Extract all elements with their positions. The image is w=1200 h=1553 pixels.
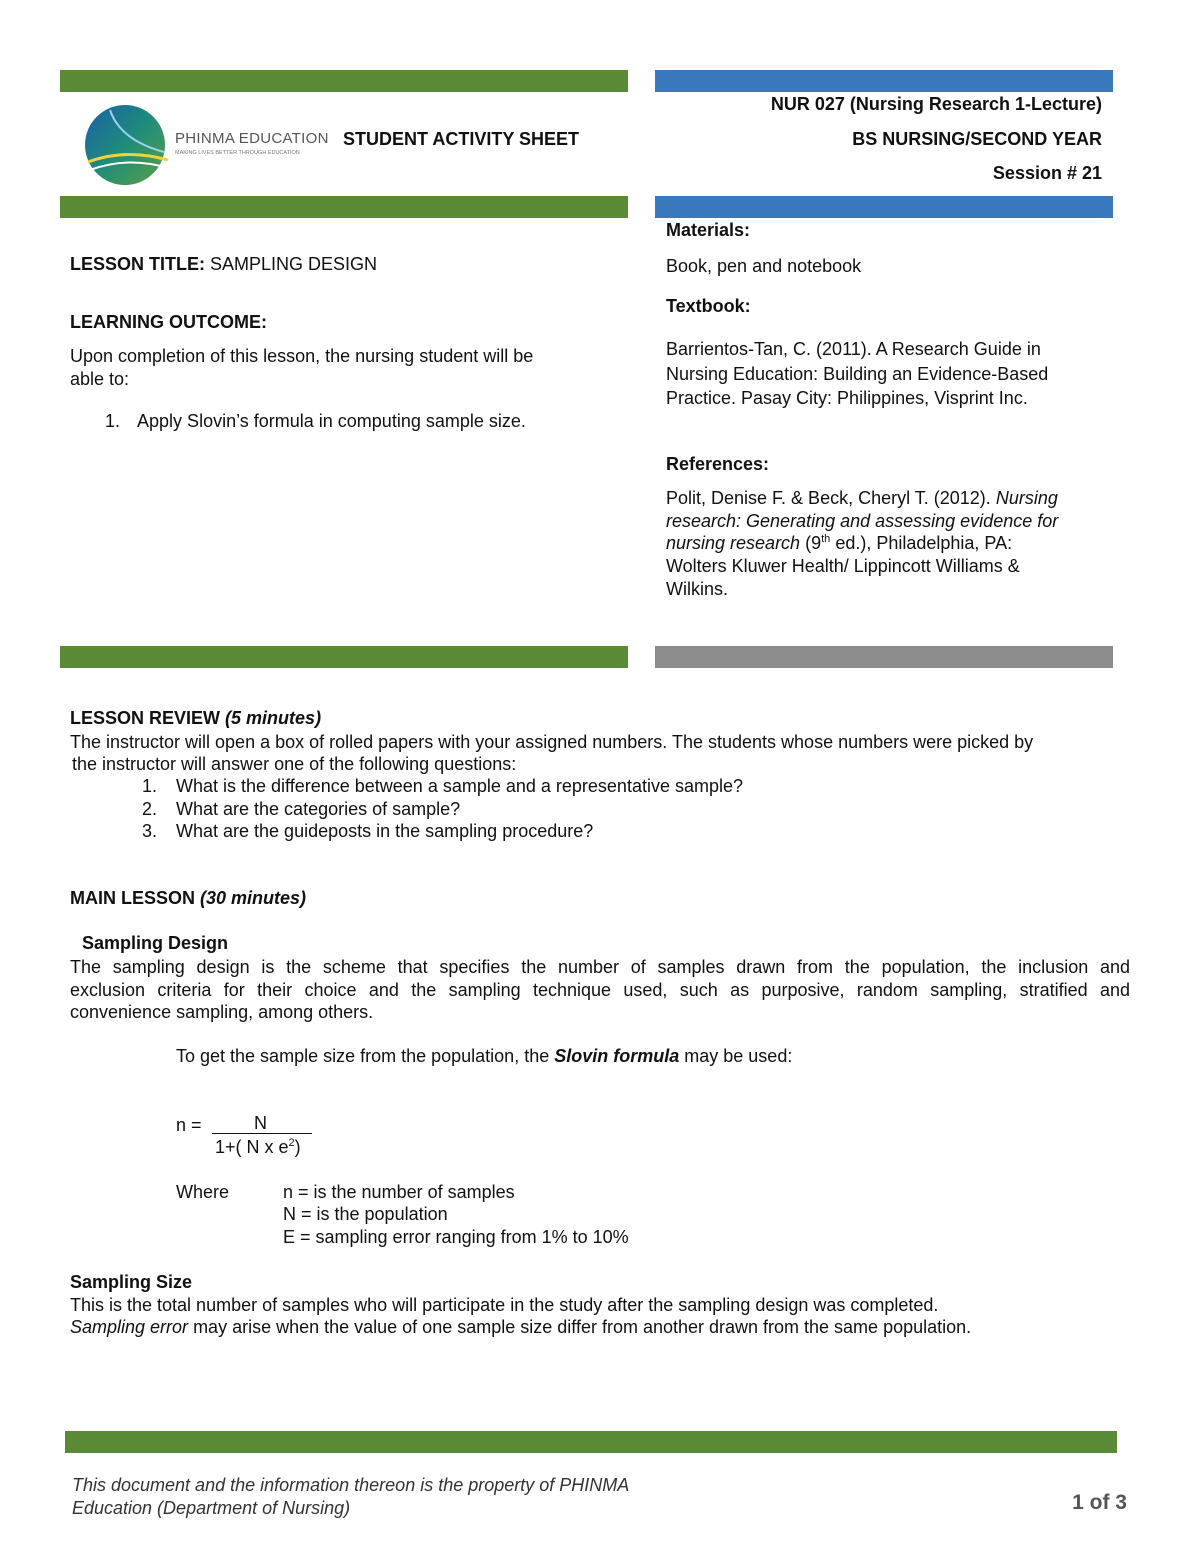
- reference-authors: Polit, Denise F. & Beck, Cheryl T. (2012).: [666, 488, 991, 508]
- sampling-size-heading: Sampling Size: [70, 1272, 193, 1292]
- sampling-error-text: [70, 1316, 971, 1339]
- sampling-error-rest: may arise when the value of one sample size differ from another drawn from the same population.: [193, 1317, 972, 1337]
- reference-edition: (9: [805, 533, 822, 553]
- textbook-line-3: Practice. Pasay City: Philippines, Visprint Inc.: [666, 388, 1028, 408]
- lesson-review-duration: (5 minutes): [225, 708, 322, 728]
- main-lesson-title: MAIN LESSON: [70, 888, 196, 908]
- slovin-formula-name: Slovin formula: [554, 1046, 680, 1066]
- outcome-item: [105, 410, 526, 433]
- header-bar-top-left: [60, 70, 628, 92]
- outcome-intro-line-2: able to:: [70, 369, 130, 389]
- reference-line-5: Wilkins.: [666, 579, 728, 599]
- review-question-number: 2.: [142, 799, 158, 819]
- review-question-text: What are the categories of sample?: [176, 799, 461, 819]
- divider-bar-left: [60, 646, 628, 668]
- brand-tagline: MAKING LIVES BETTER THROUGH EDUCATION: [175, 150, 300, 156]
- review-question-text: What is the difference between a sample and a representative sample?: [176, 776, 743, 796]
- lesson-review-heading: [70, 707, 321, 730]
- lesson-title: [70, 253, 377, 276]
- header-bar-top-right: [655, 70, 1113, 92]
- header-bar-bottom-right: [655, 196, 1113, 218]
- materials-text: Book, pen and notebook: [666, 256, 862, 276]
- sheet-title: STUDENT ACTIVITY SHEET: [343, 129, 580, 149]
- outcome-item-text: Apply Slovin’s formula in computing sample size.: [137, 411, 526, 431]
- formula-fraction-line: [212, 1133, 312, 1134]
- review-question: [142, 798, 461, 821]
- main-lesson-duration: (30 minutes): [200, 888, 307, 908]
- design-paragraph-line-1: The sampling design is the scheme that specifies the number of samples drawn from the population, the inclusion and: [70, 957, 1130, 977]
- formula-numerator: N: [254, 1113, 267, 1133]
- sampling-error-term: Sampling error: [70, 1317, 189, 1337]
- phinma-emblem-icon: [80, 100, 170, 190]
- reference-line-2: research: Generating and assessing evidence for: [666, 511, 1059, 531]
- course-title: NUR 027 (Nursing Research 1-Lecture): [770, 94, 1102, 114]
- lesson-title-value: SAMPLING DESIGN: [210, 254, 378, 274]
- review-intro-line-1: The instructor will open a box of rolled papers with your assigned numbers. The students whose numbers were picked by: [70, 732, 1034, 752]
- design-paragraph-line-2: exclusion criteria for their choice and the sampling technique used, such as purposive, random sampling, stratified and: [70, 980, 1130, 1000]
- reference-line-4: Wolters Kluwer Health/ Lippincott Williams &: [666, 556, 1020, 576]
- phinma-logo: [80, 100, 330, 192]
- footer-bar: [65, 1431, 1117, 1453]
- divider-bar-right: [655, 646, 1113, 668]
- textbook-heading: Textbook:: [666, 296, 751, 316]
- review-question: [142, 820, 594, 843]
- where-item: E = sampling error ranging from 1% to 10%: [283, 1227, 629, 1247]
- review-question-number: 3.: [142, 821, 158, 841]
- reference-title-part-3: nursing research: [666, 533, 801, 553]
- formula-denominator: [215, 1136, 301, 1159]
- references-heading: References:: [666, 454, 770, 474]
- reference-edition-sup: th: [821, 533, 831, 545]
- lesson-review-title: LESSON REVIEW: [70, 708, 221, 728]
- review-question-text: What are the guideposts in the sampling procedure?: [176, 821, 594, 841]
- brand-name: PHINMA EDUCATION: [175, 130, 329, 147]
- lesson-title-label: LESSON TITLE:: [70, 254, 205, 274]
- textbook-line-1: Barrientos-Tan, C. (2011). A Research Guide in: [666, 339, 1041, 359]
- formula-exponent: 2: [288, 1137, 295, 1149]
- footer-note-line-1: This document and the information thereon is the property of PHINMA: [72, 1475, 630, 1495]
- learning-outcome-heading: LEARNING OUTCOME:: [70, 312, 267, 332]
- slovin-intro-pre: To get the sample size from the population, the: [176, 1046, 550, 1066]
- reference-line-3: [666, 532, 1012, 555]
- sampling-size-text: This is the total number of samples who will participate in the study after the sampling design was completed.: [70, 1295, 939, 1315]
- reference-publisher-place: ed.), Philadelphia, PA:: [835, 533, 1013, 553]
- program-title: BS NURSING/SECOND YEAR: [852, 129, 1102, 149]
- reference-title-part-1: Nursing: [995, 488, 1058, 508]
- outcome-intro-line-1: Upon completion of this lesson, the nursing student will be: [70, 346, 534, 366]
- review-question: [142, 775, 743, 798]
- design-paragraph-line-3: convenience sampling, among others.: [70, 1002, 374, 1022]
- reference-line-1: [666, 487, 1058, 510]
- slovin-intro-post: may be used:: [684, 1046, 793, 1066]
- textbook-line-2: Nursing Education: Building an Evidence-Based: [666, 364, 1049, 384]
- header-bar-bottom-left: [60, 196, 628, 218]
- footer-note-line-2: Education (Department of Nursing): [72, 1498, 351, 1518]
- formula-denominator-close: ): [294, 1137, 301, 1157]
- where-item: N = is the population: [283, 1204, 448, 1224]
- where-label: Where: [176, 1182, 230, 1202]
- formula-denominator-base: 1+( N x e: [215, 1137, 289, 1157]
- slovin-intro: [176, 1045, 792, 1068]
- materials-heading: Materials:: [666, 220, 751, 240]
- review-intro-line-2: the instructor will answer one of the following questions:: [72, 754, 517, 774]
- session-number: Session # 21: [992, 163, 1102, 183]
- sampling-design-heading: Sampling Design: [82, 933, 229, 953]
- review-question-number: 1.: [142, 776, 158, 796]
- formula-lhs: n =: [176, 1115, 202, 1135]
- page-number: 1 of 3: [1072, 1491, 1127, 1514]
- outcome-item-number: 1.: [105, 411, 121, 431]
- where-item: n = is the number of samples: [283, 1182, 515, 1202]
- main-lesson-heading: [70, 887, 306, 910]
